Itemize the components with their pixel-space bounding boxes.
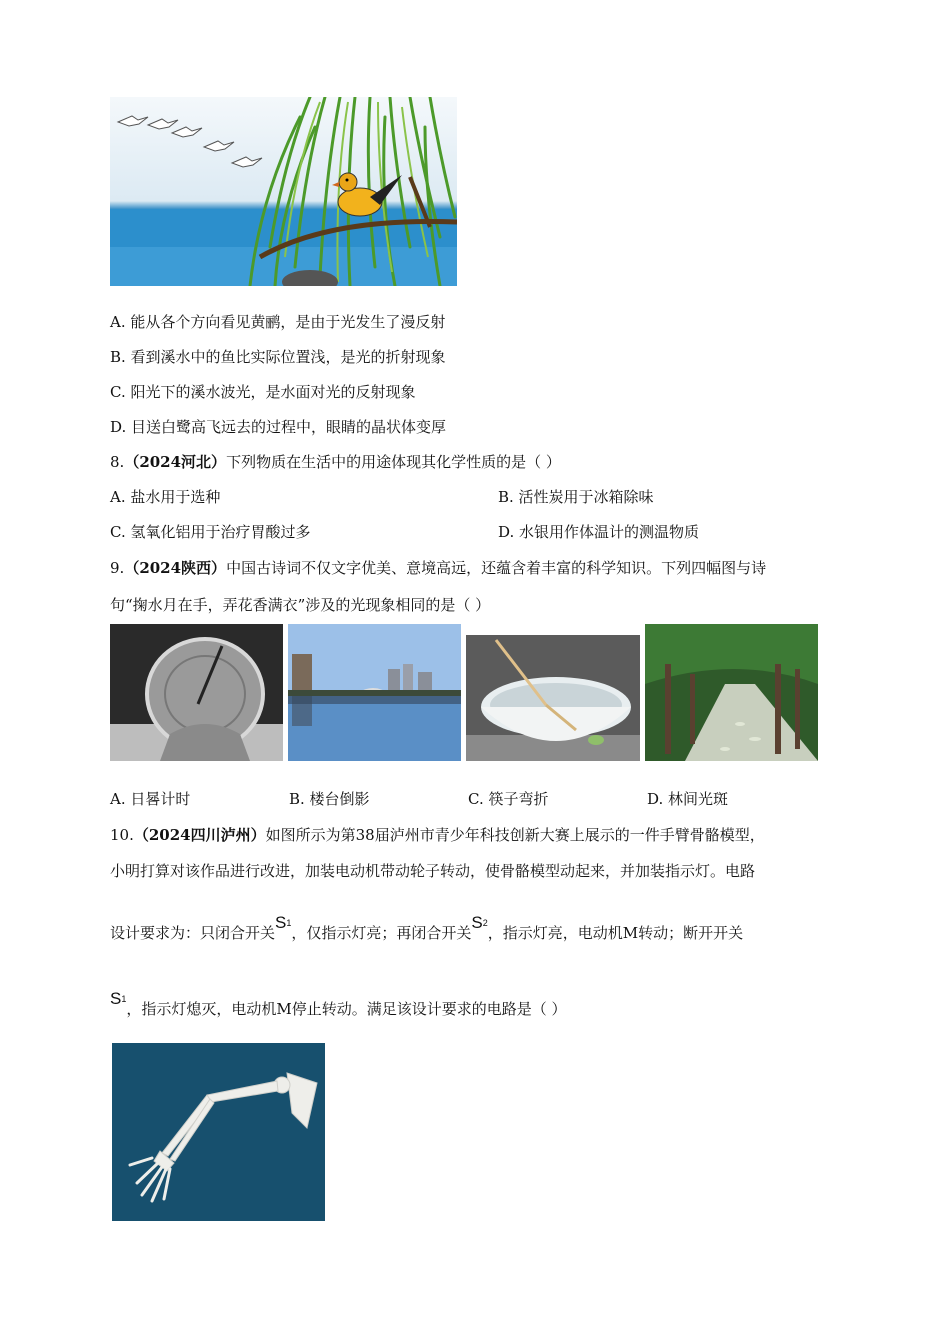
q10-line1-text: 如图所示为第38届泸州市青少年科技创新大赛上展示的一件手臂骨骼模型， [265,826,765,844]
q9-option-d: D. 林间光斑 [647,790,729,808]
switch-s1-letter-2: S [110,989,122,1008]
q10-line4-text: ，指示灯熄灭，电动机M停止转动。满足该设计要求的电路是（ ） [126,1000,567,1018]
switch-s1-letter: S [275,913,287,932]
q9-stem-text-1: 中国古诗词不仅文字优美、意境高远，还蕴含着丰富的科学知识。下列四幅图与诗 [226,559,767,577]
q8-stem-text: 下列物质在生活中的用途体现其化学性质的是（ ） [226,453,561,471]
switch-s1-subscript-2: 1 [121,994,127,1004]
switch-s1-subscript: 1 [286,918,292,928]
q9-number: 9. [110,559,125,577]
sundial-photo [110,624,283,761]
q7-option-d: D. 目送白鹭高飞远去的过程中，眼睛的晶状体变厚 [110,418,447,436]
switch-s2-label [471,913,487,932]
q8-source: （2024河北） [124,453,227,471]
arm-skeleton-model-image [112,1043,325,1221]
q8-stem [110,451,561,472]
q7-option-b: B. 看到溪水中的鱼比实际位置浅，是光的折射现象 [110,348,446,366]
q8-number: 8. [110,453,125,471]
q10-line3-part-a: 设计要求为：只闭合开关 [110,924,276,942]
q10-stem-line3 [110,913,744,943]
q10-number: 10. [110,826,134,844]
q8-option-a: A. 盐水用于选种 [110,488,221,506]
q7-option-a: A. 能从各个方向看见黄鹂，是由于光发生了漫反射 [110,313,446,331]
q9-source: （2024陕西） [124,559,227,577]
q8-option-c: C. 氢氧化铝用于治疗胃酸过多 [110,523,311,541]
forest-light-spots-photo [645,624,818,761]
q10-source: （2024四川泸州） [133,826,266,844]
q8-option-d: D. 水银用作体温计的测温物质 [498,523,700,541]
q10-stem-line1 [110,824,765,845]
chopstick-bowl-photo [466,635,640,761]
tower-reflection-photo [288,624,461,761]
q9-stem-line2: 句“掬水月在手，弄花香满衣”涉及的光现象相同的是（ ） [110,596,491,614]
q10-line3-part-b: ，仅指示灯亮；再闭合开关 [291,924,472,942]
q9-option-a: A. 日晷计时 [110,790,191,808]
switch-s1-label [275,913,291,932]
q9-option-c: C. 筷子弯折 [468,790,549,808]
q10-stem-line4 [110,989,567,1019]
switch-s2-subscript: 2 [482,918,488,928]
q9-stem-line1 [110,557,766,578]
oriole-willow-illustration [110,97,457,286]
q10-stem-line2: 小明打算对该作品进行改进，加装电动机带动轮子转动，使骨骼模型动起来，并加装指示灯。电路 [110,862,756,880]
q9-option-b: B. 楼台倒影 [289,790,370,808]
q7-option-c: C. 阳光下的溪水波光，是水面对光的反射现象 [110,383,416,401]
q10-line3-part-c: ，指示灯亮，电动机M转动；断开开关 [487,924,744,942]
switch-s2-letter: S [471,913,483,932]
switch-s1-label-2 [110,989,126,1008]
q8-option-b: B. 活性炭用于冰箱除味 [498,488,654,506]
